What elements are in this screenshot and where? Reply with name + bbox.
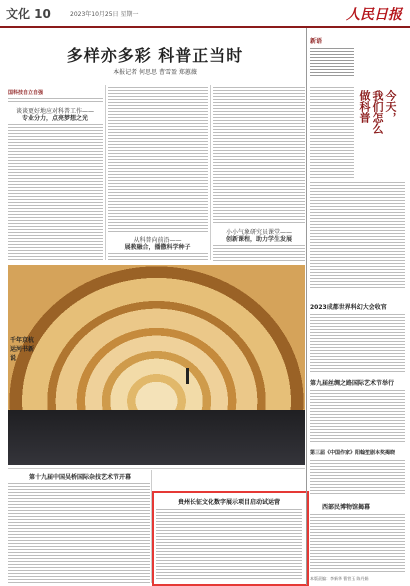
story-headline: 贵州长征文化数字展示项目启动试运营 [177,499,280,506]
column-subhead: 创新课程，助力学生发展 [225,236,292,243]
text-block [310,46,354,76]
sidebar-item-title: 2023成都世界科幻大会收官 [310,304,387,311]
text-block [156,507,302,579]
text-block [8,96,103,104]
sidebar-title-line: 做科普 [358,90,371,123]
story-headline: 第十九届中国吴桥国际杂技艺术节开幕 [28,474,131,481]
section-label: 文化 10 [6,7,51,21]
sidebar-item-title: 第九届丝绸之路国际艺术节举行 [310,380,395,387]
main-byline: 本报记者 何思思 曹雪盈 郑蕙薇 [113,69,197,76]
text-block [108,85,208,233]
feature-photo [8,265,305,465]
sidebar-title-line: 我们怎么 [371,90,384,134]
text-block [310,388,405,443]
text-block [213,85,305,225]
photo-figure [186,368,189,384]
column-subhead: 谈谈更好地应对科普工作—— [15,108,94,115]
column-subhead: 专业分力，点亮梦想之光 [21,115,88,122]
issue-date: 2023年10月25日 星期一 [70,11,139,18]
photo-caption: 千年京杭运河书新说 [10,337,35,362]
photo-floor [8,410,305,465]
text-block [108,251,208,261]
sidebar-item-title: 西部民博物馆揭幕 [322,504,371,511]
column-subhead: 小小气象研究员课堂—— [225,229,292,236]
text-block [8,481,150,583]
sidebar-item-title: 第三届《中国作家》阳翰笙剧本奖揭晓 [310,450,396,456]
sidebar-label: 新语 [310,38,323,45]
page-editors: 本版责编：李新华 曹营玉 陈丹娟 [310,576,369,581]
text-block [310,512,405,572]
text-block [310,180,405,290]
text-block [310,312,405,372]
column-subhead: 展教融合，播撒科学种子 [124,244,191,251]
column-subhead: 从科普向前沿—— [133,237,182,244]
main-headline: 多样亦多彩 科普正当时 [66,46,244,65]
column-label: 国科技自立自强 [8,90,44,96]
text-block [8,122,103,260]
sidebar-title-line: 今天， [384,90,397,123]
newspaper-logo: 人民日报 [346,7,402,23]
text-block [213,243,305,261]
text-block [310,458,405,496]
